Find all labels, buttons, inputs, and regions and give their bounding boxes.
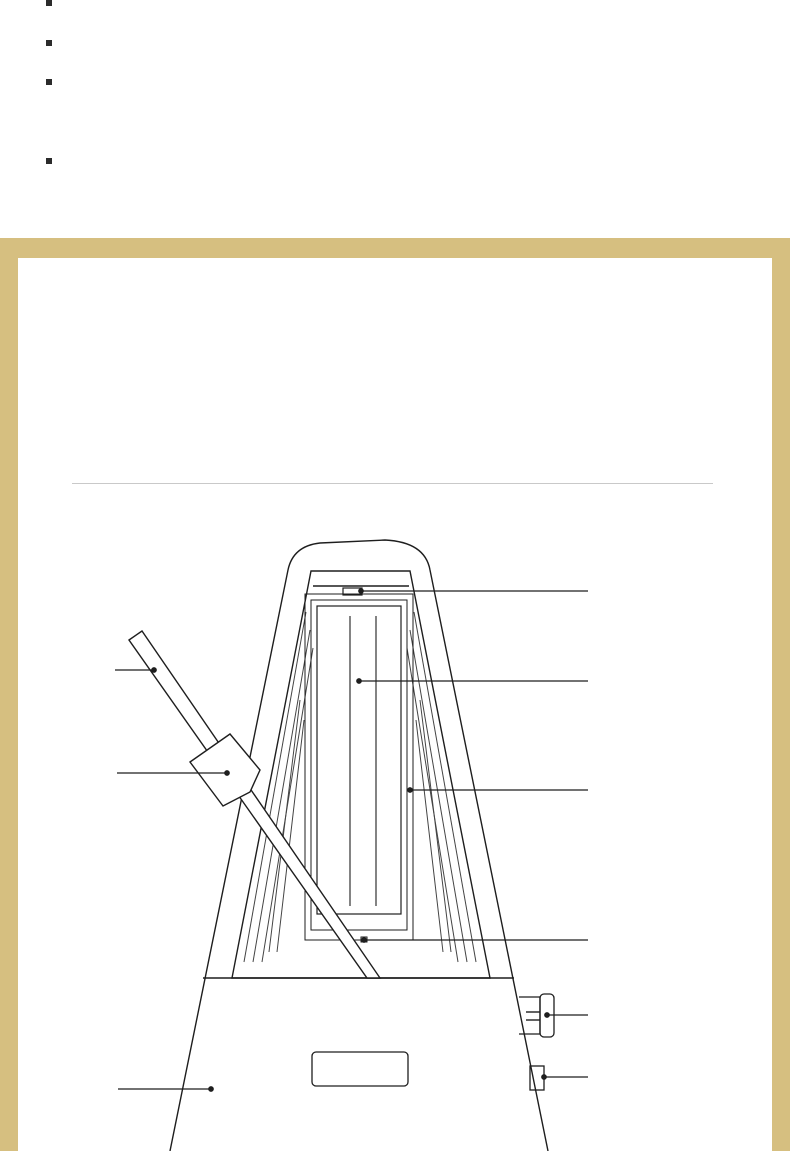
pendulum-rod	[129, 631, 380, 978]
window-frame	[232, 571, 490, 978]
scale-plate	[317, 606, 401, 914]
metronome-illustration	[129, 540, 554, 1151]
brand-logo-box	[312, 1052, 408, 1086]
metronome-housing	[170, 540, 548, 1151]
